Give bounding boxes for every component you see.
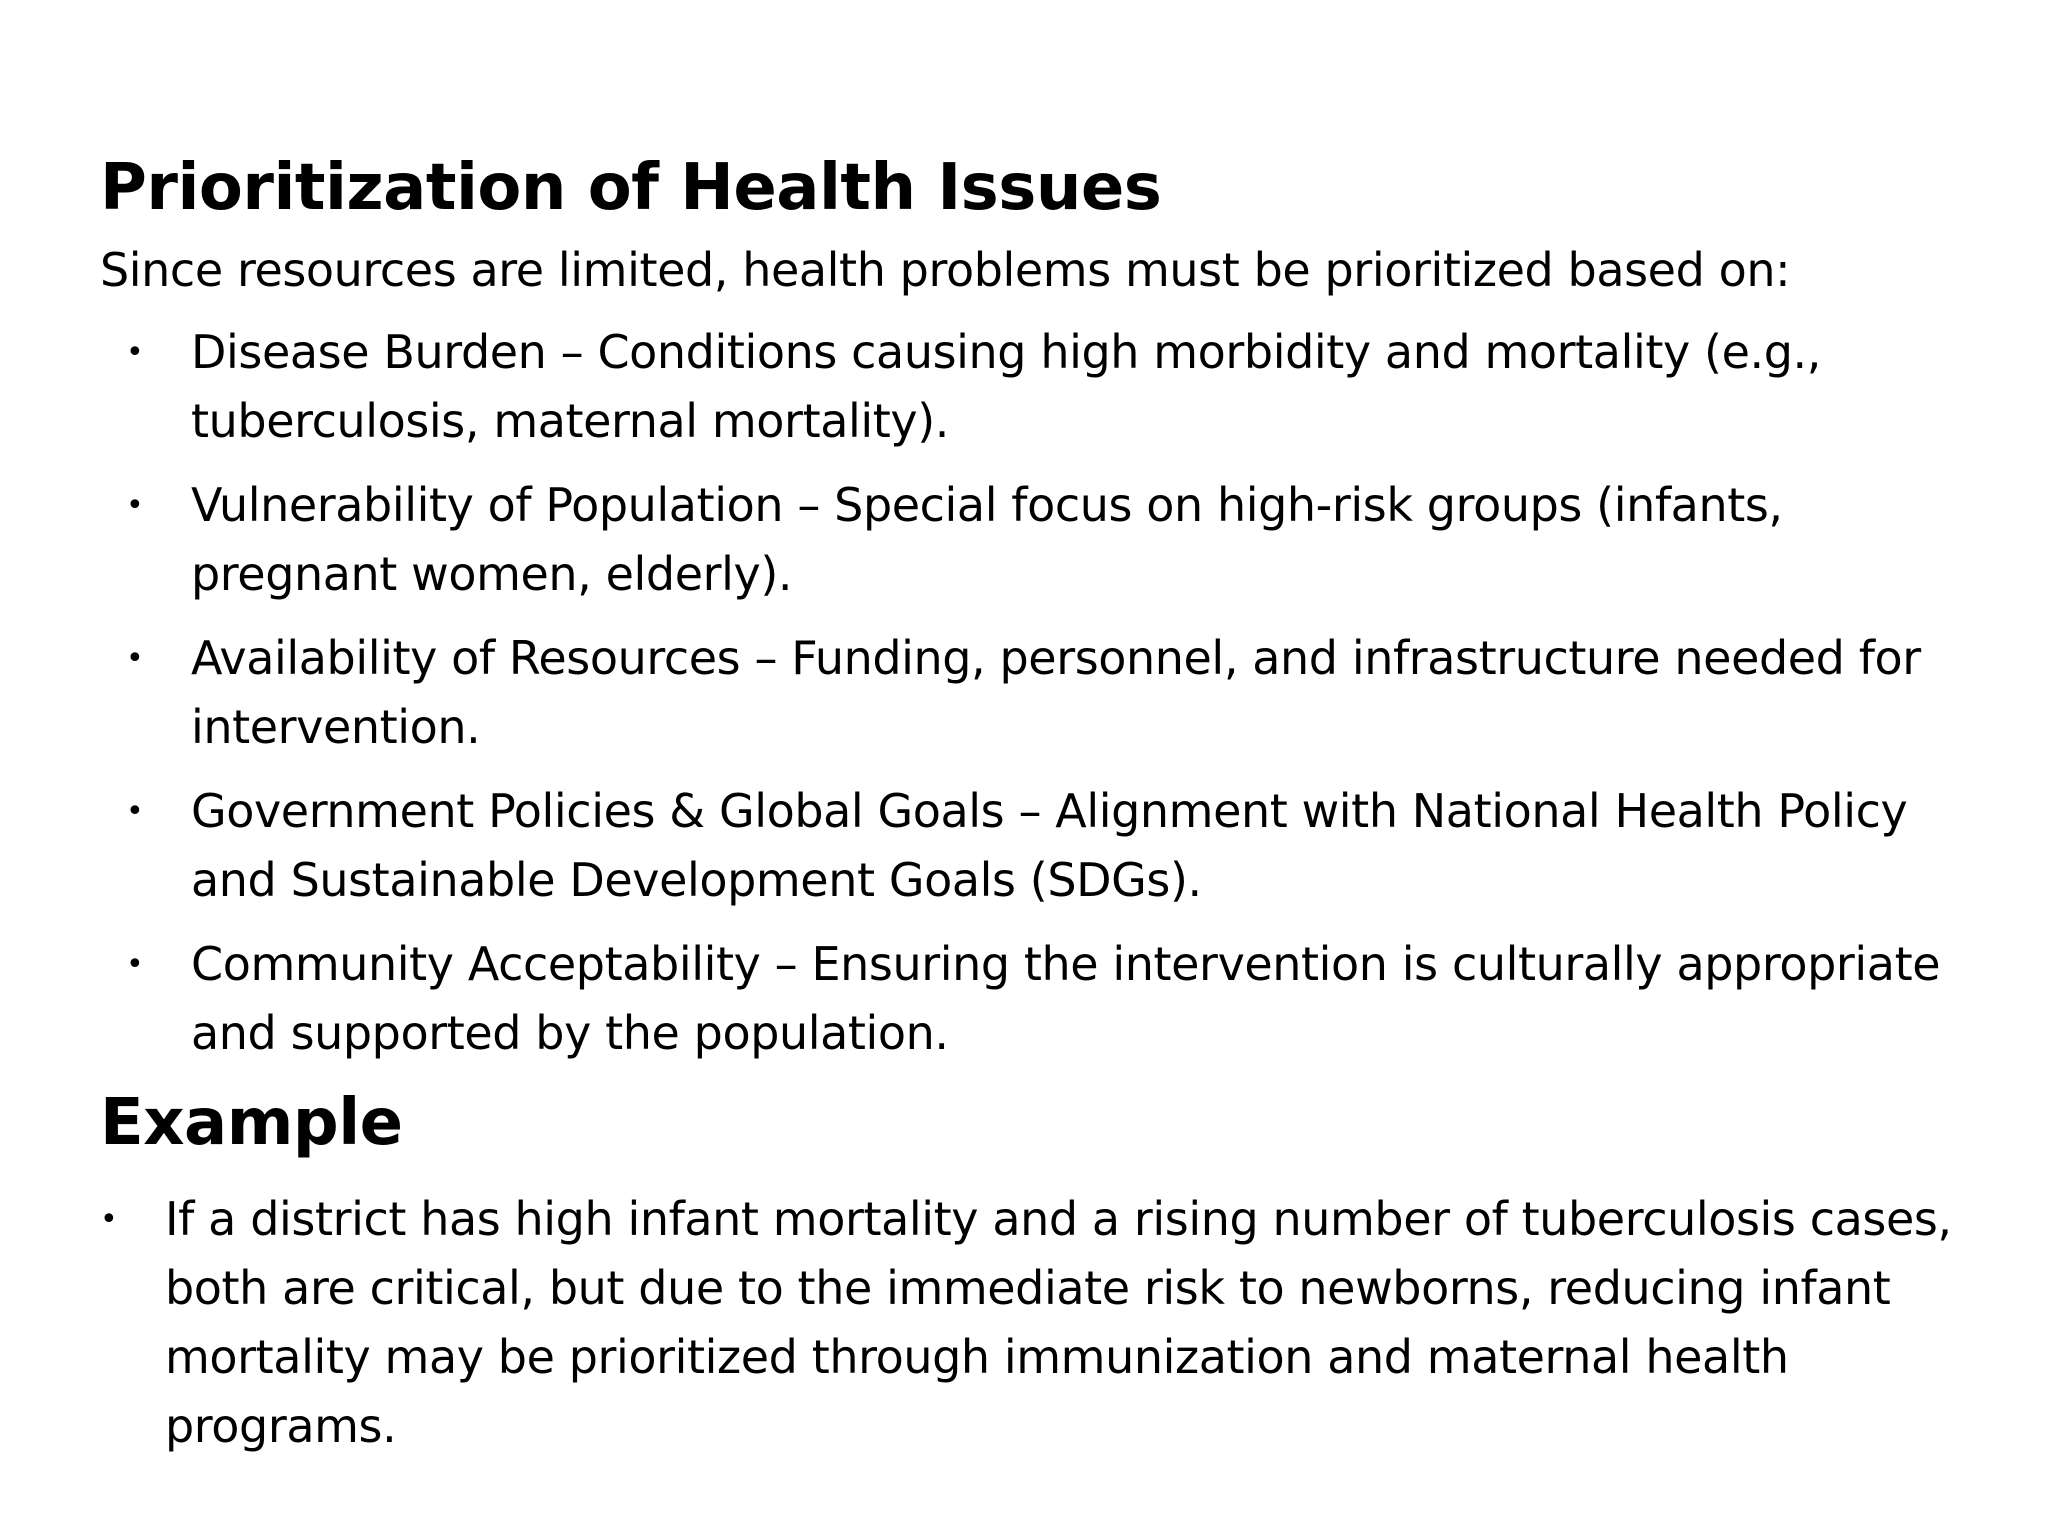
bullet-icon: • xyxy=(126,488,144,523)
list-item xyxy=(100,318,1970,456)
list-item xyxy=(100,624,1970,762)
list-item-text: Vulnerability of Population – Special focus on high-risk groups (infants, pregnant women, elderly). xyxy=(191,478,1783,601)
example-heading: Example xyxy=(100,1086,403,1160)
list-item-text: Community Acceptability – Ensuring the intervention is culturally appropriate and supported by the population. xyxy=(191,937,1941,1060)
criteria-list xyxy=(100,318,1970,1068)
list-item xyxy=(100,930,1970,1068)
list-item-text: Availability of Resources – Funding, personnel, and infrastructure needed for intervention. xyxy=(191,631,1921,754)
bullet-icon: • xyxy=(126,641,144,676)
page-title: Prioritization of Health Issues xyxy=(100,151,1162,225)
list-item-text: Government Policies & Global Goals – Alignment with National Health Policy and Sustainable Development Goals (SDGs). xyxy=(191,784,1908,907)
list-item xyxy=(100,1185,1970,1461)
example-list xyxy=(100,1185,1970,1461)
bullet-icon: • xyxy=(126,794,144,829)
list-item-text: Disease Burden – Conditions causing high morbidity and mortality (e.g., tuberculosis, maternal mortality). xyxy=(191,325,1821,448)
bullet-icon: • xyxy=(126,335,144,370)
intro-text: Since resources are limited, health problems must be prioritized based on: xyxy=(100,243,1791,297)
list-item xyxy=(100,471,1970,609)
slide-content xyxy=(100,148,1970,1461)
example-text: If a district has high infant mortality and a rising number of tuberculosis cases, both are critical, but due to the immediate risk to newborns, reducing infant mortality may be prioritized through immunization and maternal health programs. xyxy=(165,1192,1952,1453)
list-item xyxy=(100,777,1970,915)
bullet-icon: • xyxy=(126,947,144,982)
bullet-icon: • xyxy=(100,1202,118,1237)
